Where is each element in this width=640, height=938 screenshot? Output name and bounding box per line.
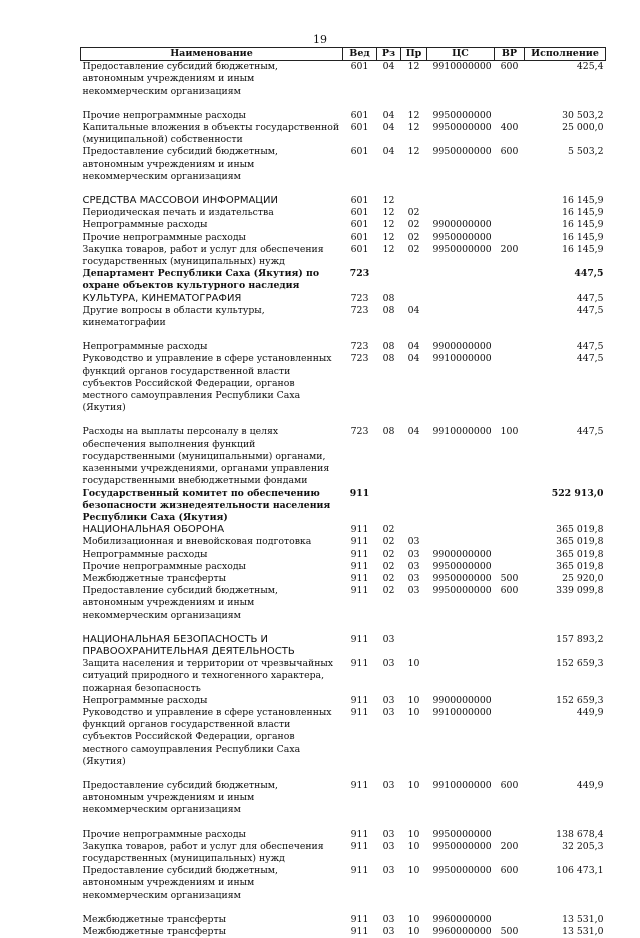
- budget-table: [80, 47, 606, 938]
- row-ved: 601: [350, 207, 369, 219]
- row-ved: 911: [350, 633, 369, 645]
- row-name: Непрограммные расходы: [82, 694, 208, 706]
- header-ved: Вед: [343, 48, 377, 61]
- row-name: НАЦИОНАЛЬНАЯ ОБОРОНА: [82, 524, 225, 536]
- row-pr: 02: [407, 219, 420, 231]
- row-vr: [495, 195, 525, 207]
- row-rz: 03: [382, 694, 395, 706]
- row-vr: 600: [500, 61, 519, 73]
- row-cs: [427, 268, 495, 292]
- row-rz: 08: [382, 426, 395, 438]
- row-cs: 9910000000: [432, 779, 492, 791]
- row-ved: 911: [350, 524, 369, 536]
- row-rz: 03: [382, 633, 395, 645]
- table-row: [81, 244, 606, 268]
- row-execution: 449,9: [576, 706, 604, 718]
- header-vr: ВР: [495, 48, 525, 61]
- row-cs: 9950000000: [432, 572, 492, 584]
- row-cs: 9900000000: [432, 219, 492, 231]
- spacer-row: [81, 902, 606, 914]
- header-rz: Рз: [377, 48, 401, 61]
- row-ved: 601: [350, 195, 369, 207]
- row-cs: 9910000000: [432, 706, 492, 718]
- row-pr: 10: [407, 779, 420, 791]
- row-ved: 911: [350, 706, 369, 718]
- row-execution: 447,5: [576, 353, 604, 365]
- spacer-cell: [81, 768, 606, 780]
- row-rz: 02: [382, 572, 395, 584]
- row-pr: 03: [407, 585, 420, 597]
- row-execution: 138 678,4: [556, 828, 604, 840]
- row-ved: 911: [349, 487, 370, 499]
- row-execution: 13 531,0: [562, 913, 604, 925]
- table-header: [81, 48, 606, 61]
- row-ved: 911: [350, 548, 369, 560]
- row-ved: 911: [350, 913, 369, 925]
- table-row: [81, 536, 606, 548]
- row-execution: 522 913,0: [551, 487, 604, 499]
- row-pr: 10: [407, 926, 420, 937]
- row-cs: 9900000000: [432, 548, 492, 560]
- spacer-cell: [81, 622, 606, 634]
- row-name: Межбюджетные трансферты: [82, 572, 227, 584]
- row-pr: 03: [407, 572, 420, 584]
- spacer-cell: [81, 817, 606, 829]
- row-rz: 03: [382, 840, 395, 852]
- row-execution: 157 893,2: [556, 633, 604, 645]
- table-row: [81, 488, 606, 525]
- row-cs: [427, 293, 495, 305]
- row-name: Другие вопросы в области культуры, кинематографии: [82, 304, 265, 329]
- row-name: СРЕДСТВА МАССОВОЙ ИНФОРМАЦИИ: [82, 195, 279, 207]
- row-rz: 03: [382, 706, 395, 718]
- row-rz: 03: [382, 926, 395, 937]
- row-ved: 911: [350, 840, 369, 852]
- row-pr: 03: [407, 548, 420, 560]
- row-vr: [495, 549, 525, 561]
- row-vr: [495, 658, 525, 695]
- row-name: Прочие непрограммные расходы: [82, 560, 246, 572]
- row-execution: 447,5: [576, 341, 604, 353]
- row-vr: 200: [500, 840, 519, 852]
- row-pr: 10: [407, 913, 420, 925]
- table-row: [81, 634, 606, 658]
- row-rz: 08: [382, 304, 395, 316]
- row-rz: 04: [382, 61, 395, 73]
- row-ved: 723: [350, 292, 369, 304]
- row-name: Межбюджетные трансферты: [82, 913, 227, 925]
- row-name: Предоставление субсидий бюджетным, автономным учреждениям и иным некоммерческим организациям: [82, 865, 278, 901]
- spacer-row: [81, 817, 606, 829]
- row-cs: 9950000000: [432, 585, 492, 597]
- row-name: Межбюджетные трансферты: [82, 926, 227, 937]
- spacer-row: [81, 768, 606, 780]
- row-ved: 723: [350, 341, 369, 353]
- row-execution: 365 019,8: [556, 536, 604, 548]
- row-cs: 9910000000: [432, 353, 492, 365]
- table-row: [81, 707, 606, 768]
- row-cs: [427, 536, 495, 548]
- row-rz: 02: [382, 560, 395, 572]
- row-vr: [495, 488, 525, 525]
- row-pr: 12: [407, 146, 420, 158]
- row-execution: 16 145,9: [562, 219, 604, 231]
- spacer-cell: [81, 414, 606, 426]
- row-rz: 12: [382, 219, 395, 231]
- row-rz: 04: [382, 109, 395, 121]
- row-execution: 365 019,8: [556, 548, 604, 560]
- row-name: Предоставление субсидий бюджетным, автономным учреждениям и иным некоммерческим организациям: [82, 146, 278, 182]
- row-name: Предоставление субсидий бюджетным, автономным учреждениям и иным некоммерческим организациям: [82, 61, 278, 97]
- row-vr: 500: [500, 926, 519, 937]
- row-name: Закупка товаров, работ и услуг для обеспечения государственных (муниципальных) нужд: [82, 243, 324, 268]
- row-vr: [495, 561, 525, 573]
- row-pr: 10: [407, 694, 420, 706]
- row-ved: 911: [350, 658, 369, 670]
- row-name: Прочие непрограммные расходы: [82, 828, 246, 840]
- row-vr: [495, 293, 525, 305]
- spacer-cell: [81, 902, 606, 914]
- row-vr: [495, 707, 525, 768]
- table-row: [81, 195, 606, 207]
- row-vr: 600: [500, 779, 519, 791]
- row-name: Расходы на выплаты персоналу в целях обеспечения выполнения функций государственными (муниципальными) органами, казенными учреждениями, органами управления государственными внебюджетными фондами: [82, 426, 330, 487]
- row-rz: 03: [382, 658, 395, 670]
- row-cs: [427, 634, 495, 658]
- row-name: Непрограммные расходы: [82, 219, 208, 231]
- row-pr: 12: [407, 109, 420, 121]
- row-execution: 25 000,0: [562, 122, 604, 134]
- row-vr: [495, 232, 525, 244]
- row-rz: 02: [382, 524, 395, 536]
- row-ved: 601: [350, 61, 369, 73]
- row-cs: [427, 524, 495, 536]
- row-ved: 911: [350, 536, 369, 548]
- row-vr: [495, 353, 525, 414]
- row-execution: 449,9: [576, 779, 604, 791]
- row-rz: [377, 268, 401, 292]
- row-name: Предоставление субсидий бюджетным, автономным учреждениям и иным некоммерческим организациям: [82, 779, 278, 816]
- row-vr: [495, 536, 525, 548]
- spacer-cell: [81, 329, 606, 341]
- row-cs: 9900000000: [432, 341, 492, 353]
- row-vr: [495, 305, 525, 329]
- row-ved: 723: [349, 268, 370, 280]
- row-cs: 9960000000: [432, 926, 492, 937]
- row-execution: 447,5: [576, 292, 604, 304]
- row-pr: [401, 634, 427, 658]
- row-vr: 500: [500, 572, 519, 584]
- row-cs: 9950000000: [432, 243, 492, 255]
- row-execution: 16 145,9: [562, 195, 604, 207]
- spacer-row: [81, 622, 606, 634]
- row-name: КУЛЬТУРА, КИНЕМАТОГРАФИЯ: [82, 292, 242, 304]
- page-number: 19: [313, 33, 327, 46]
- row-pr: 03: [407, 536, 420, 548]
- row-vr: 600: [500, 585, 519, 597]
- table-row: [81, 865, 606, 902]
- row-name: Защита населения и территории от чрезвычайных ситуаций природного и техногенного характера, пожарная безопасность: [82, 658, 334, 694]
- row-pr: 03: [407, 560, 420, 572]
- row-name: Закупка товаров, работ и услуг для обеспечения государственных (муниципальных) нужд: [82, 840, 324, 864]
- row-vr: 400: [500, 122, 519, 134]
- table-row: [81, 268, 606, 292]
- row-cs: 9950000000: [432, 122, 492, 134]
- row-execution: 5 503,2: [568, 146, 604, 158]
- row-pr: 10: [407, 828, 420, 840]
- spacer-cell: [81, 98, 606, 110]
- row-name: Периодическая печать и издательства: [82, 207, 274, 219]
- row-pr: 04: [407, 341, 420, 353]
- row-execution: 25 920,0: [562, 572, 604, 584]
- row-execution: 152 659,3: [556, 658, 604, 670]
- row-ved: 911: [350, 779, 369, 791]
- row-vr: [495, 524, 525, 536]
- table-body: [81, 61, 606, 938]
- row-vr: [495, 829, 525, 841]
- row-vr: 100: [500, 426, 519, 438]
- row-pr: [401, 293, 427, 305]
- table-row: [81, 780, 606, 817]
- table-row: [81, 122, 606, 146]
- row-pr: 02: [407, 243, 420, 255]
- row-name: Прочие непрограммные расходы: [82, 231, 246, 243]
- table-row: [81, 658, 606, 695]
- row-cs: 9960000000: [432, 913, 492, 925]
- row-name: Государственный комитет по обеспечению безопасности жизнедеятельности населения Республики Саха (Якутия): [82, 487, 331, 523]
- row-ved: 723: [350, 426, 369, 438]
- row-vr: [495, 268, 525, 292]
- table-row: [81, 219, 606, 231]
- row-cs: 9900000000: [432, 694, 492, 706]
- row-pr: 04: [407, 353, 420, 365]
- table-row: [81, 841, 606, 865]
- table-row: [81, 207, 606, 219]
- row-execution: 447,5: [574, 268, 604, 280]
- row-pr: [401, 195, 427, 207]
- row-execution: 16 145,9: [562, 207, 604, 219]
- row-name: Департамент Республики Саха (Якутия) по охране объектов культурного наследия: [82, 268, 320, 292]
- spacer-cell: [81, 183, 606, 195]
- row-execution: 425,4: [576, 61, 604, 73]
- row-rz: 04: [382, 122, 395, 134]
- row-pr: 02: [407, 207, 420, 219]
- row-ved: 723: [350, 353, 369, 365]
- row-rz: 02: [382, 548, 395, 560]
- row-name: Предоставление субсидий бюджетным, автономным учреждениям и иным некоммерческим организациям: [82, 585, 278, 621]
- row-cs: 9950000000: [432, 560, 492, 572]
- row-cs: [427, 488, 495, 525]
- row-name: Непрограммные расходы: [82, 341, 208, 353]
- row-cs: [427, 207, 495, 219]
- row-execution: 16 145,9: [562, 243, 604, 255]
- row-name: Прочие непрограммные расходы: [82, 109, 246, 121]
- table-row: [81, 110, 606, 122]
- row-cs: 9950000000: [432, 840, 492, 852]
- row-execution: 365 019,8: [556, 524, 604, 536]
- row-pr: 10: [407, 865, 420, 877]
- row-rz: 02: [382, 536, 395, 548]
- row-execution: 30 503,2: [562, 109, 604, 121]
- spacer-row: [81, 183, 606, 195]
- header-execution: Исполнение: [525, 48, 606, 61]
- row-ved: 601: [350, 231, 369, 243]
- row-rz: 03: [382, 828, 395, 840]
- row-cs: 9950000000: [432, 231, 492, 243]
- row-ved: 911: [350, 694, 369, 706]
- row-ved: 601: [350, 109, 369, 121]
- row-name: Руководство и управление в сфере установленных функций органов государственной власти субъектов Российской Федерации, органов местного самоуправления Республики Саха (Якутия): [82, 706, 332, 767]
- table-row: [81, 926, 606, 938]
- row-cs: 9950000000: [432, 109, 492, 121]
- row-vr: 600: [500, 146, 519, 158]
- row-ved: 601: [350, 146, 369, 158]
- row-execution: 339 099,8: [556, 585, 604, 597]
- row-cs: 9910000000: [432, 426, 492, 438]
- row-ved: 911: [350, 585, 369, 597]
- row-rz: 08: [382, 353, 395, 365]
- row-execution: 106 473,1: [556, 865, 604, 877]
- row-cs: [427, 195, 495, 207]
- row-execution: 13 531,0: [562, 926, 604, 937]
- row-vr: [495, 110, 525, 122]
- table-row: [81, 426, 606, 487]
- row-rz: 03: [382, 779, 395, 791]
- table-row: [81, 573, 606, 585]
- row-pr: 04: [407, 304, 420, 316]
- table-row: [81, 293, 606, 305]
- table-row: [81, 695, 606, 707]
- row-execution: 447,5: [576, 304, 604, 316]
- row-ved: 911: [350, 865, 369, 877]
- table-row: [81, 61, 606, 98]
- row-pr: [401, 524, 427, 536]
- row-rz: 08: [382, 292, 395, 304]
- row-cs: [427, 658, 495, 695]
- row-vr: [495, 207, 525, 219]
- row-cs: 9950000000: [432, 828, 492, 840]
- row-rz: 12: [382, 195, 395, 207]
- row-ved: 723: [350, 304, 369, 316]
- row-cs: 9910000000: [432, 61, 492, 73]
- row-pr: 10: [407, 658, 420, 670]
- table-row: [81, 353, 606, 414]
- row-cs: [427, 305, 495, 329]
- row-ved: 911: [350, 560, 369, 572]
- row-execution: 365 019,8: [556, 560, 604, 572]
- row-execution: 32 205,3: [562, 840, 604, 852]
- row-vr: [495, 914, 525, 926]
- row-execution: 16 145,9: [562, 231, 604, 243]
- row-name: НАЦИОНАЛЬНАЯ БЕЗОПАСНОСТЬ И ПРАВООХРАНИТЕЛЬНАЯ ДЕЯТЕЛЬНОСТЬ: [82, 633, 295, 657]
- spacer-row: [81, 98, 606, 110]
- header-cs: ЦС: [427, 48, 495, 61]
- table-row: [81, 341, 606, 353]
- row-name: Мобилизационная и вневойсковая подготовка: [82, 536, 312, 548]
- table-row: [81, 829, 606, 841]
- header-name: Наименование: [81, 48, 343, 61]
- table-row: [81, 914, 606, 926]
- row-rz: 12: [382, 231, 395, 243]
- row-rz: 12: [382, 207, 395, 219]
- row-vr: [495, 219, 525, 231]
- header-pr: Пр: [401, 48, 427, 61]
- row-execution: 152 659,3: [556, 694, 604, 706]
- row-pr: [401, 488, 427, 525]
- table-row: [81, 146, 606, 183]
- row-rz: 04: [382, 146, 395, 158]
- row-vr: [495, 341, 525, 353]
- row-ved: 911: [350, 828, 369, 840]
- row-ved: 601: [350, 243, 369, 255]
- row-rz: 03: [382, 865, 395, 877]
- row-ved: 911: [350, 926, 369, 937]
- row-name: Руководство и управление в сфере установленных функций органов государственной власти субъектов Российской Федерации, органов местного самоуправления Республики Саха (Якутия): [82, 353, 332, 414]
- row-pr: 04: [407, 426, 420, 438]
- row-execution: 447,5: [576, 426, 604, 438]
- row-rz: 02: [382, 585, 395, 597]
- row-rz: 12: [382, 243, 395, 255]
- table-row: [81, 585, 606, 622]
- row-cs: 9950000000: [432, 865, 492, 877]
- spacer-row: [81, 414, 606, 426]
- row-name: Непрограммные расходы: [82, 548, 208, 560]
- row-pr: [401, 268, 427, 292]
- table-row: [81, 561, 606, 573]
- table-row: [81, 232, 606, 244]
- row-pr: 12: [407, 122, 420, 134]
- row-rz: [377, 488, 401, 525]
- row-rz: 03: [382, 913, 395, 925]
- row-name: Капитальные вложения в объекты государственной (муниципальной) собственности: [82, 122, 340, 146]
- table-row: [81, 549, 606, 561]
- row-ved: 601: [350, 219, 369, 231]
- row-vr: 600: [500, 865, 519, 877]
- row-ved: 911: [350, 572, 369, 584]
- row-pr: 10: [407, 706, 420, 718]
- row-vr: 200: [500, 243, 519, 255]
- row-ved: 601: [350, 122, 369, 134]
- row-pr: 02: [407, 231, 420, 243]
- table-row: [81, 524, 606, 536]
- row-rz: 08: [382, 341, 395, 353]
- spacer-row: [81, 329, 606, 341]
- row-vr: [495, 695, 525, 707]
- table-row: [81, 305, 606, 329]
- row-pr: 12: [407, 61, 420, 73]
- row-cs: 9950000000: [432, 146, 492, 158]
- row-vr: [495, 634, 525, 658]
- row-pr: 10: [407, 840, 420, 852]
